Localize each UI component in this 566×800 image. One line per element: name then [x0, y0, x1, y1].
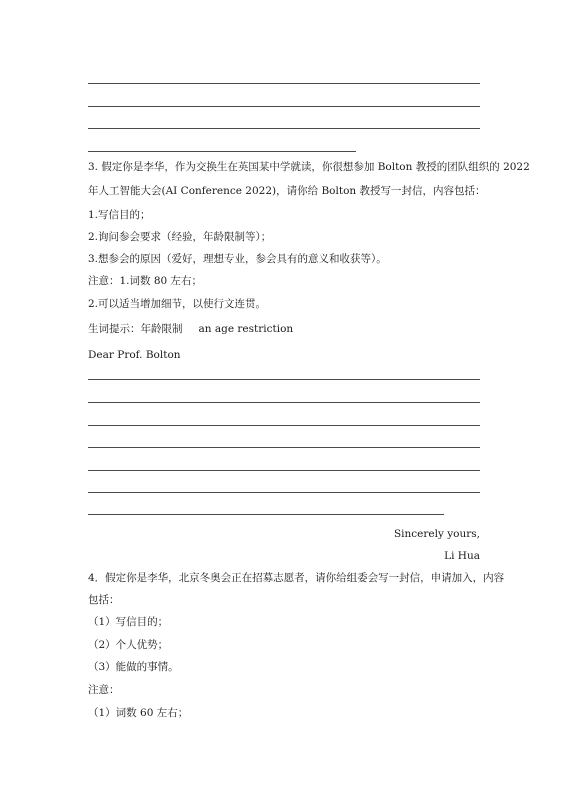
answer-line	[88, 514, 444, 515]
q3-intro-line1: 3. 假定你是李华，作为交换生在英国某中学就读，你很想参加 Bolton 教授的团队组织的 2022	[88, 161, 530, 173]
answer-line	[88, 379, 480, 380]
q4-item-2: （2）个人优势；	[88, 639, 169, 651]
answer-line	[88, 106, 480, 107]
q4-item-1: （1）写信目的；	[88, 616, 169, 628]
q3-item-2: 2.询问参会要求（经验，年龄限制等）；	[88, 231, 272, 243]
q3-note-1: 注意：1.词数 80 左右；	[88, 275, 203, 287]
q4-intro-line1: 4．假定你是李华，北京冬奥会正在招募志愿者，请你给组委会写一封信，申请加入，内容	[88, 572, 505, 584]
q3-vocab-term: an age restriction	[198, 323, 294, 335]
q3-note-2: 2.可以适当增加细节，以使行文连贯。	[88, 298, 267, 310]
q4-note-label: 注意：	[88, 684, 120, 696]
q4-item-3: （3）能做的事情。	[88, 661, 179, 673]
q3-signature: Li Hua	[444, 550, 480, 562]
answer-line	[88, 151, 356, 152]
answer-line	[88, 83, 480, 84]
q3-item-1: 1.写信目的；	[88, 209, 151, 221]
q3-intro-line2: 年人工智能大会(AI Conference 2022)，请你给 Bolton 教授写一封信，内容包括：	[88, 185, 486, 197]
answer-line	[88, 470, 480, 471]
q3-item-3: 3.想参会的原因（爱好，理想专业，参会具有的意义和收获等）。	[88, 253, 387, 265]
answer-line	[88, 447, 480, 448]
q3-vocab-label: 生词提示：年龄限制	[88, 323, 183, 335]
q3-closing: Sincerely yours,	[393, 528, 480, 540]
q3-salutation: Dear Prof. Bolton	[88, 349, 181, 361]
answer-line	[88, 402, 480, 403]
answer-line	[88, 128, 480, 129]
q3-vocab-hint	[88, 322, 293, 336]
answer-line	[88, 492, 480, 493]
q4-note-1: （1）词数 60 左右；	[88, 707, 189, 719]
answer-line	[88, 425, 480, 426]
q4-intro-line2: 包括：	[88, 594, 120, 606]
